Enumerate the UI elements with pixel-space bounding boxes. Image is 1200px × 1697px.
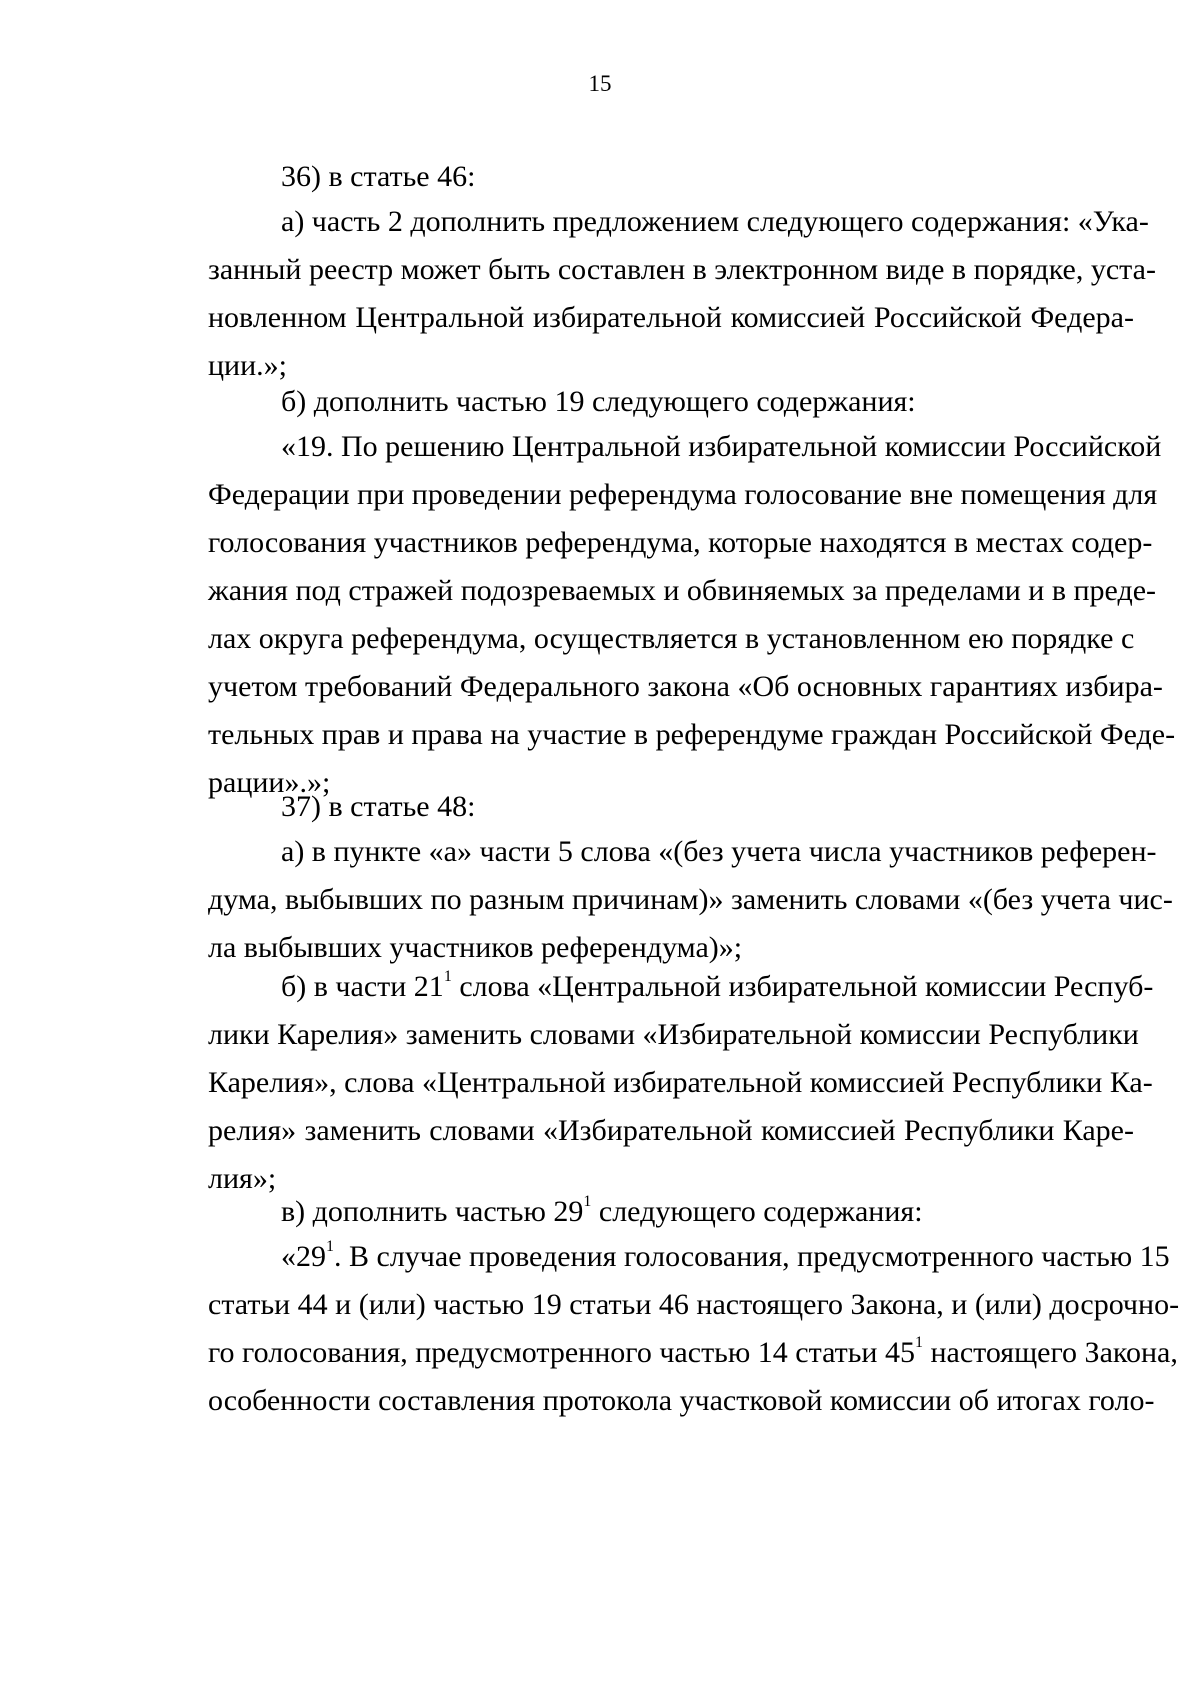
text-line: в) дополнить частью $29^1$ следующего содержания:: [281, 1193, 923, 1228]
paragraph: [208, 963, 1154, 1203]
text-line: 36) в статье 46:: [281, 160, 476, 193]
paragraph: [208, 783, 1134, 831]
text-line: го голосования, предусмотренного частью 14 статьи $45^1$ настоящего Закона,: [208, 1334, 1178, 1369]
text-line: дума, выбывших по разным причинам)» заменить словами «(без учета чис-: [208, 883, 1173, 916]
text-line: «19. По решению Центральной избирательной комиссии Российской: [281, 430, 1162, 463]
paragraph: [208, 828, 1173, 972]
text-line: а) в пункте «а» части 5 слова «(без учета числа участников референ-: [281, 835, 1157, 868]
text-line: лах округа референдума, осуществляется в установленном ею порядке с: [208, 622, 1135, 655]
text-line: ла выбывших участников референдума)»;: [208, 931, 743, 964]
text-line: учетом требований Федерального закона «Об основных гарантиях избира-: [208, 670, 1163, 703]
text-line: рации».»;: [208, 766, 331, 799]
text-line: ции.»;: [208, 349, 287, 382]
text-line: особенности составления протокола участковой комиссии об итогах голо-: [208, 1384, 1155, 1417]
text-line: а) часть 2 дополнить предложением следующего содержания: «Ука-: [281, 205, 1149, 238]
paragraph: [208, 198, 1156, 390]
paragraph: [208, 378, 1134, 426]
paragraph: [208, 1233, 1180, 1425]
text-line: Федерации при проведении референдума голосование вне помещения для: [208, 478, 1158, 511]
text-line: статьи 44 и (или) частью 19 статьи 46 настоящего Закона, и (или) досрочно-: [208, 1288, 1180, 1321]
text-line: «$29^1$. В случае проведения голосования, предусмотренного частью 15: [281, 1238, 1170, 1273]
text-line: новленном Центральной избирательной комиссией Российской Федера-: [208, 301, 1134, 334]
text-line: 37) в статье 48:: [281, 790, 476, 823]
text-line: б) дополнить частью 19 следующего содержания:: [281, 385, 916, 418]
text-line: Карелия», слова «Центральной избирательной комиссией Республики Ка-: [208, 1066, 1153, 1099]
text-line: релия» заменить словами «Избирательной комиссией Республики Каре-: [208, 1114, 1134, 1147]
text-line: жания под стражей подозреваемых и обвиняемых за пределами и в преде-: [208, 574, 1157, 607]
text-line: тельных прав и права на участие в референдуме граждан Российской Феде-: [208, 718, 1176, 751]
text-line: голосования участников референдума, которые находятся в местах содер-: [208, 526, 1153, 559]
paragraph: [208, 423, 1176, 807]
text-line: лики Карелия» заменить словами «Избирательной комиссии Республики: [208, 1018, 1139, 1051]
text-line: занный реестр может быть составлен в электронном виде в порядке, уста-: [208, 253, 1156, 286]
page-number: 15: [588, 71, 612, 96]
text-line: лия»;: [208, 1162, 277, 1195]
paragraph: [208, 1188, 1134, 1236]
text-line: б) в части $21^1$ слова «Центральной избирательной комиссии Респуб-: [281, 968, 1154, 1003]
paragraph: [208, 153, 1134, 201]
